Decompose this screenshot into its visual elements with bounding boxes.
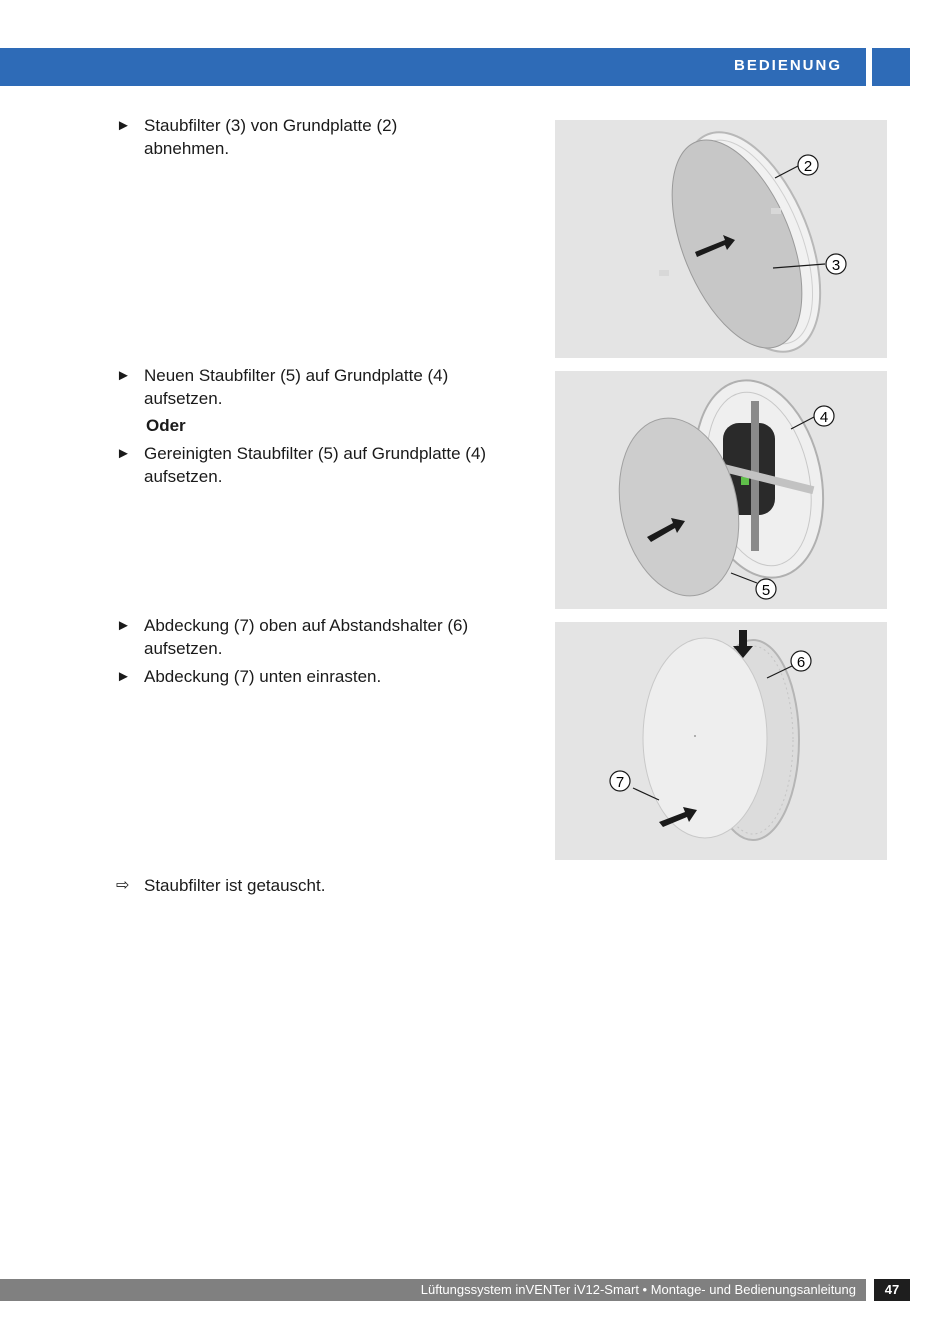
footer-text: Lüftungssystem inVENTer iV12-Smart • Montage- und Bedienungsanleitung xyxy=(420,1282,856,1297)
step-text: Neuen Staubfilter (5) auf Grundplatte (4) aufsetzen. xyxy=(144,366,449,408)
callout-label: 7 xyxy=(615,774,625,791)
step-text: Abdeckung (7) unten einrasten. xyxy=(144,667,382,686)
triangle-bullet-icon: ► xyxy=(116,117,131,134)
header-block xyxy=(872,48,910,86)
result-text: Staubfilter ist getauscht. xyxy=(144,876,326,895)
step-text: Staubfilter (3) von Grundplatte (2) abnehmen. xyxy=(144,116,398,158)
callout-label: 5 xyxy=(761,582,771,599)
callout-label: 2 xyxy=(803,158,813,175)
triangle-bullet-icon: ► xyxy=(116,617,131,634)
page-number: 47 xyxy=(874,1279,910,1301)
oder-label: Oder xyxy=(146,416,186,435)
triangle-bullet-icon: ► xyxy=(116,668,131,685)
section-title: BEDIENUNG xyxy=(733,57,842,74)
callout-label: 6 xyxy=(796,654,806,671)
figure-remove-filter xyxy=(555,120,887,358)
triangle-bullet-icon: ► xyxy=(116,367,131,384)
callout-label: 3 xyxy=(831,257,841,274)
figure-attach-cover xyxy=(555,622,887,860)
figure-place-filter xyxy=(555,371,887,609)
callout-label: 4 xyxy=(819,409,829,426)
figure-remove-filter-illustration xyxy=(555,120,887,358)
step-text: Abdeckung (7) oben auf Abstandshalter (6) aufsetzen. xyxy=(144,616,469,658)
step-text: Gereinigten Staubfilter (5) auf Grundplatte (4) aufsetzen. xyxy=(144,444,487,486)
figure-place-filter-illustration xyxy=(555,371,887,609)
triangle-bullet-icon: ► xyxy=(116,445,131,462)
figure-attach-cover-illustration xyxy=(555,622,887,860)
result-arrow-icon: ⇨ xyxy=(116,877,130,894)
